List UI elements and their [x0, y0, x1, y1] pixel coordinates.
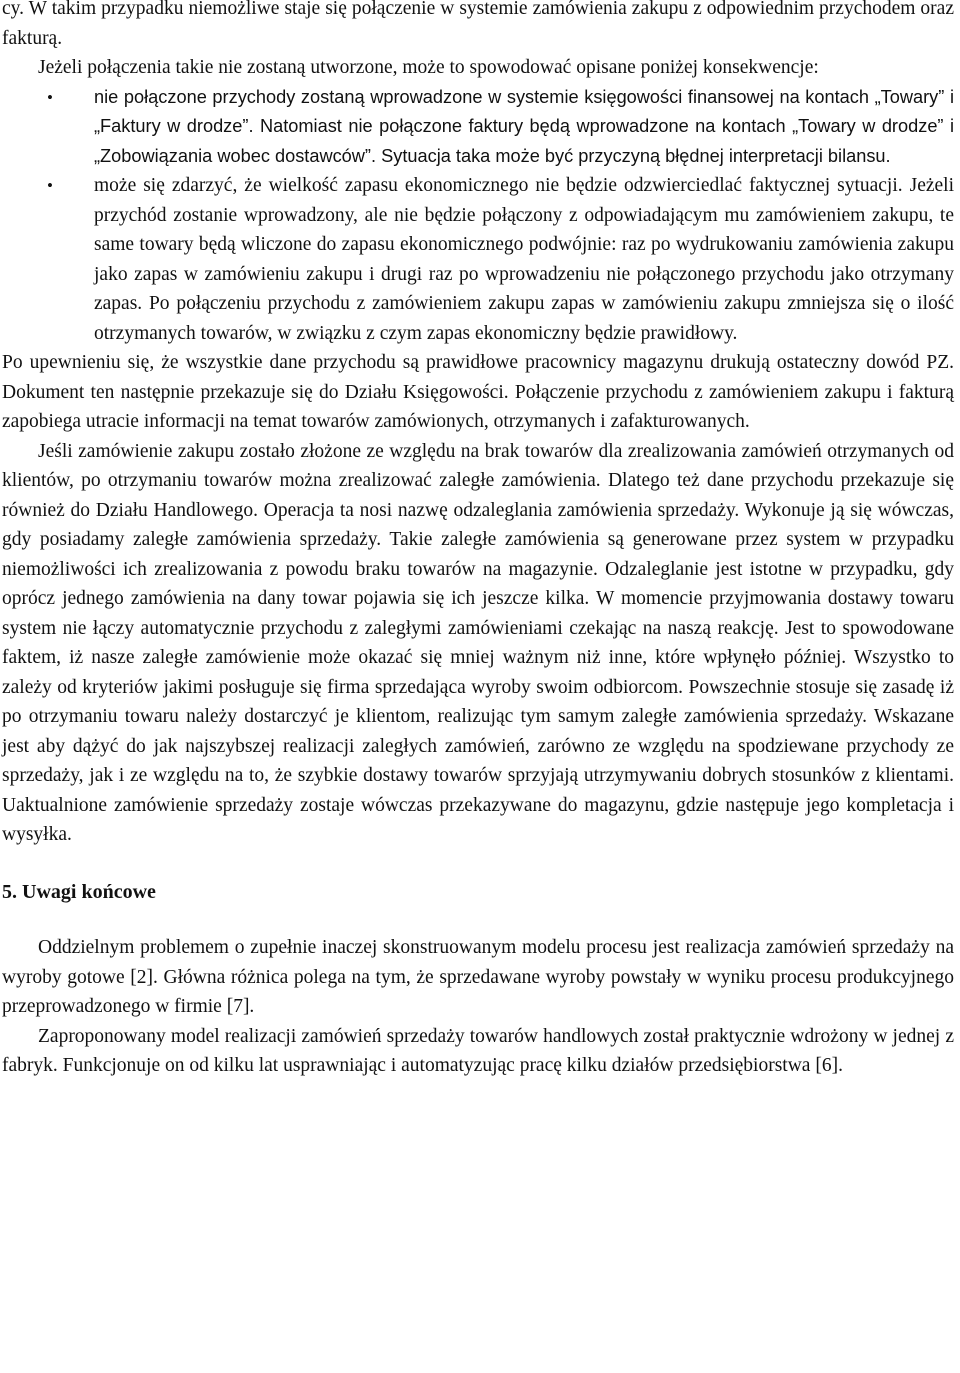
paragraph-separate-problem: Oddzielnym problemem o zupełnie inaczej skonstruowanym modelu procesu jest realizacja zamówień sprzedaży na wyroby gotowe [2]. Główna różnica polega na tym, że sprzedawane wyroby powstały w wyniku procesu produkcyjnego przeprowadzonego w firmie [7].: [2, 937, 954, 1017]
consequences-list: [2, 83, 954, 349]
paragraph-backorders: Jeśli zamówienie zakupu zostało złożone ze względu na brak towarów dla zrealizowania zamówień otrzymanych od klientów, po otrzymaniu towarów można zrealizować zaległe zamówienia. Dlatego też dane przychodu przekazuje się również do Działu Handlowego. Operacja ta nosi nazwę odzaleglania zamówienia sprzedaży. Wykonuje ją się wówczas, gdy posiadamy zaległe zamówienia sprzedaży. Takie zaległe zamówienia są generowane przez system w przypadku niemożliwości ich zrealizowania z powodu braku towarów na magazynie. Odzaleglanie jest istotne w przypadku, gdy oprócz jednego zamówienia na dany towar pojawia się ich jeszcze kilka. W momencie przyjmowania dostawy towaru system nie łączy automatycznie przychodu z zaległymi zamówieniami czekając na naszą reakcję. Jest to spowodowane faktem, iż nasze zaległe zamówienie może okazać się mniej ważnym niż inne, które wpłynęło później. Wszystko to zależy od kryteriów jakimi posługuje się firma sprzedająca wyroby swoim odbiorcom. Powszechnie stosuje się zasadę iż po otrzymaniu towaru należy dostarczyć je klientom, realizując tym samym zaległe zamówienia sprzedaży. Wskazane jest aby dążyć do jak najszybszej realizacji zaległych zamówień, zarówno ze względu na spodziewane przychody ze sprzedaży, jak i ze względu na to, że szybkie dostawy towarów sprzyjają utrzymywaniu dobrych stosunków z klientami. Uaktualnione zamówienie sprzedaży zostaje wówczas przekazywane do magazynu, gdzie następuje jego kompletacja i wysyłka.: [2, 440, 954, 845]
bullet-icon: •: [47, 176, 53, 195]
list-item: [2, 171, 954, 348]
paragraph-pz-document: Po upewnieniu się, że wszystkie dane przychodu są prawidłowe pracownicy magazynu drukują ostateczny dowód PZ. Dokument ten następnie przekazuje się do Działu Księgowości. Połączenie przychodu z zamówieniem zakupu i fakturą zapobiega utracie informacji na temat towarów zamówionych, otrzymanych i zafakturowanych.: [2, 352, 954, 432]
paragraph-continuation: cy. W takim przypadku niemożliwe staje się połączenie w systemie zamówienia zakupu z odpowiednim przychodem oraz fakturą.: [2, 0, 954, 49]
list-item: [2, 83, 954, 172]
bullet-icon: •: [47, 87, 53, 107]
list-item-text-part1: nie połączone przychody zostaną wprowadzone w systemie księgowości finansowej na kontach „Towary” i „Faktury w drodze”.: [94, 86, 954, 136]
paragraph-implementation: Zaproponowany model realizacji zamówień sprzedaży towarów handlowych został praktycznie wdrożony w jednej z fabryk. Funkcjonuje on od kilku lat usprawniając i automatyzując pracę kilku działów przedsiębiorstwa [6].: [2, 1025, 954, 1076]
list-item-text-part2: Natomiast nie połączone faktury będą wprowadzone na kontach „Towary w drodze” i „Zobowiązania wobec dostawców”. Sytuacja taka może być przyczyną błędnej interpretacji bilansu.: [94, 116, 955, 166]
list-item-text: może się zdarzyć, że wielkość zapasu ekonomicznego nie będzie odzwierciedlać faktycznej sytuacji. Jeżeli przychód zostanie wprowadzony, ale nie będzie połączony z odpowiadającym mu zamówieniem zakupu, te same towary będą wliczone do zapasu ekonomicznego podwójnie: raz po wydrukowaniu zamówienia zakupu jako zapas w zamówieniu zakupu i drugi raz po wprowadzeniu nie połączonego przychodu jako otrzymany zapas. Po połączeniu przychodu z zamówieniem zakupu zapas w zamówieniu zakupu zmniejsza się o ilość otrzymanych towarów, w związku z czym zapas ekonomiczny będzie prawidłowy.: [94, 175, 954, 344]
section-heading: 5. Uwagi końcowe: [2, 880, 156, 903]
paragraph-consequences-intro: Jeżeli połączenia takie nie zostaną utworzone, może to spowodować opisane poniżej konsekwencje:: [38, 57, 819, 78]
